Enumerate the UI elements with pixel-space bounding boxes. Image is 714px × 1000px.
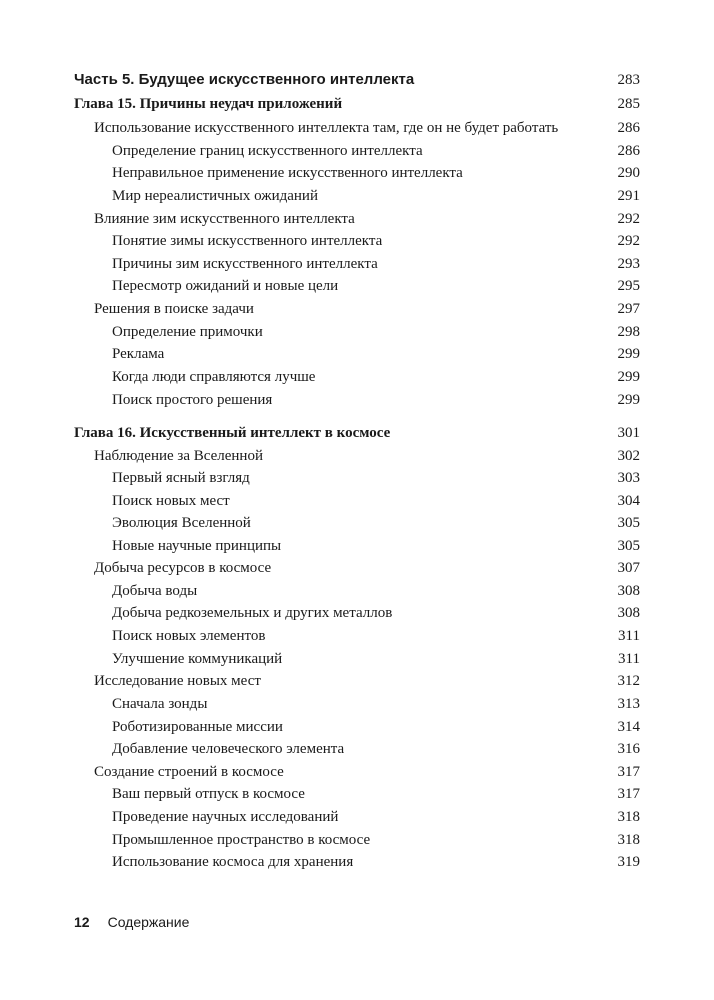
toc-entry-title: Глава 15. Причины неудач приложений	[74, 96, 343, 112]
toc-subsection-entry	[0, 693, 640, 715]
toc-entry-page: 311	[618, 628, 640, 644]
toc-entry-title: Первый ясный взгляд	[112, 470, 250, 486]
toc-subsection-entry	[0, 343, 640, 365]
toc-subsection-entry	[0, 580, 640, 602]
toc-subsection-entry	[0, 535, 640, 557]
toc-entry-page: 318	[617, 809, 640, 825]
toc-section-entry	[0, 670, 640, 692]
toc-entry-page: 303	[617, 470, 640, 486]
toc-subsection-entry	[0, 738, 640, 760]
toc-entry-title: Создание строений в космосе	[94, 764, 284, 780]
toc-entry-title: Добыча воды	[112, 583, 198, 599]
toc-entry-title: Определение примочки	[112, 324, 263, 340]
toc-entry-page: 318	[617, 832, 640, 848]
toc-entry-title: Решения в поиске задачи	[94, 301, 254, 317]
toc-entry-title: Понятие зимы искусственного интеллекта	[112, 233, 383, 249]
toc-entry-title: Мир нереалистичных ожиданий	[112, 188, 318, 204]
toc-subsection-entry	[0, 829, 640, 851]
toc-entry-title: Роботизированные миссии	[112, 719, 283, 735]
toc-subsection-entry	[0, 648, 640, 670]
toc-entry-title: Использование космоса для хранения	[112, 854, 354, 870]
toc-entry-page: 293	[617, 256, 640, 272]
toc-entry-page: 302	[617, 448, 640, 464]
toc-entry-page: 314	[617, 719, 640, 735]
toc-entry-title: Когда люди справляются лучше	[112, 369, 316, 385]
toc-entry-title: Добыча редкоземельных и других металлов	[112, 605, 393, 621]
toc-entry-page: 308	[617, 583, 640, 599]
toc-entry-title: Исследование новых мест	[94, 673, 261, 689]
toc-subsection-entry	[0, 716, 640, 738]
toc-entry-page: 305	[617, 515, 640, 531]
toc-subsection-entry	[0, 625, 640, 647]
toc-entry-page: 290	[617, 165, 640, 181]
toc-entry-page: 301	[617, 425, 640, 441]
toc-subsection-entry	[0, 602, 640, 624]
toc-entry-title: Поиск новых элементов	[112, 628, 266, 644]
toc-entry-title: Ваш первый отпуск в космосе	[112, 786, 305, 802]
page-number: 12	[74, 914, 90, 930]
toc-entry-title: Эволюция Вселенной	[112, 515, 251, 531]
toc-entry-title: Использование искусственного интеллекта там, где он не будет работать	[94, 120, 559, 136]
toc-subsection-entry	[0, 162, 640, 184]
toc-entry-page: 291	[617, 188, 640, 204]
toc-entry-title: Поиск простого решения	[112, 392, 273, 408]
toc-part-entry	[0, 69, 640, 91]
toc-entry-page: 316	[617, 741, 640, 757]
toc-entry-page: 313	[617, 696, 640, 712]
toc-entry-title: Добыча ресурсов в космосе	[94, 560, 272, 576]
toc-entry-title: Определение границ искусственного интеллекта	[112, 143, 423, 159]
toc-section-entry	[0, 761, 640, 783]
toc-section-entry	[0, 445, 640, 467]
toc-entry-page: 307	[617, 560, 640, 576]
toc-entry-page: 299	[617, 392, 640, 408]
toc-subsection-entry	[0, 275, 640, 297]
toc-entry-page: 292	[617, 233, 640, 249]
toc-entry-title: Улучшение коммуникаций	[112, 651, 283, 667]
toc-entry-title: Причины зим искусственного интеллекта	[112, 256, 378, 272]
toc-subsection-entry	[0, 366, 640, 388]
toc-entry-title: Проведение научных исследований	[112, 809, 339, 825]
toc-subsection-entry	[0, 230, 640, 252]
toc-entry-page: 308	[617, 605, 640, 621]
toc-subsection-entry	[0, 185, 640, 207]
toc-entry-title: Сначала зонды	[112, 696, 208, 712]
toc-section-entry	[0, 298, 640, 320]
toc-entry-title: Часть 5. Будущее искусственного интеллекта	[74, 71, 415, 88]
toc-entry-page: 304	[617, 493, 640, 509]
toc-entry-title: Добавление человеческого элемента	[112, 741, 345, 757]
toc-entry-title: Реклама	[112, 346, 165, 362]
toc-entry-page: 298	[617, 324, 640, 340]
toc-chapter-entry	[0, 93, 640, 115]
page-footer	[74, 912, 189, 932]
toc-entry-title: Пересмотр ожиданий и новые цели	[112, 278, 339, 294]
toc-entry-page: 317	[617, 764, 640, 780]
toc-chapter-entry	[0, 422, 640, 444]
toc-subsection-entry	[0, 783, 640, 805]
toc-section-entry	[0, 117, 640, 139]
toc-entry-page: 286	[617, 120, 640, 136]
toc-entry-title: Влияние зим искусственного интеллекта	[94, 211, 355, 227]
toc-entry-page: 311	[618, 651, 640, 667]
toc-entry-title: Наблюдение за Вселенной	[94, 448, 263, 464]
toc-entry-page: 292	[617, 211, 640, 227]
running-footer-label: Содержание	[107, 914, 190, 930]
toc-entry-page: 312	[617, 673, 640, 689]
toc-subsection-entry	[0, 253, 640, 275]
toc-subsection-entry	[0, 389, 640, 411]
toc-subsection-entry	[0, 512, 640, 534]
toc-subsection-entry	[0, 321, 640, 343]
toc-section-entry	[0, 557, 640, 579]
toc-entry-title: Поиск новых мест	[112, 493, 230, 509]
toc-section-entry	[0, 208, 640, 230]
toc-subsection-entry	[0, 806, 640, 828]
toc-entry-page: 297	[617, 301, 640, 317]
toc-entry-title: Новые научные принципы	[112, 538, 282, 554]
toc-entry-page: 295	[617, 278, 640, 294]
toc-entry-page: 319	[617, 854, 640, 870]
toc-subsection-entry	[0, 140, 640, 162]
toc-entry-title: Глава 16. Искусственный интеллект в космосе	[74, 425, 391, 441]
toc-subsection-entry	[0, 490, 640, 512]
toc-entry-page: 283	[617, 72, 640, 88]
toc-entry-page: 285	[617, 96, 640, 112]
toc-subsection-entry	[0, 851, 640, 873]
toc-entry-page: 286	[617, 143, 640, 159]
toc-entry-page: 299	[617, 369, 640, 385]
toc-entry-title: Неправильное применение искусственного интеллекта	[112, 165, 463, 181]
toc-entry-page: 317	[617, 786, 640, 802]
toc-entry-page: 305	[617, 538, 640, 554]
toc-entry-title: Промышленное пространство в космосе	[112, 832, 371, 848]
toc-entry-page: 299	[617, 346, 640, 362]
toc-subsection-entry	[0, 467, 640, 489]
